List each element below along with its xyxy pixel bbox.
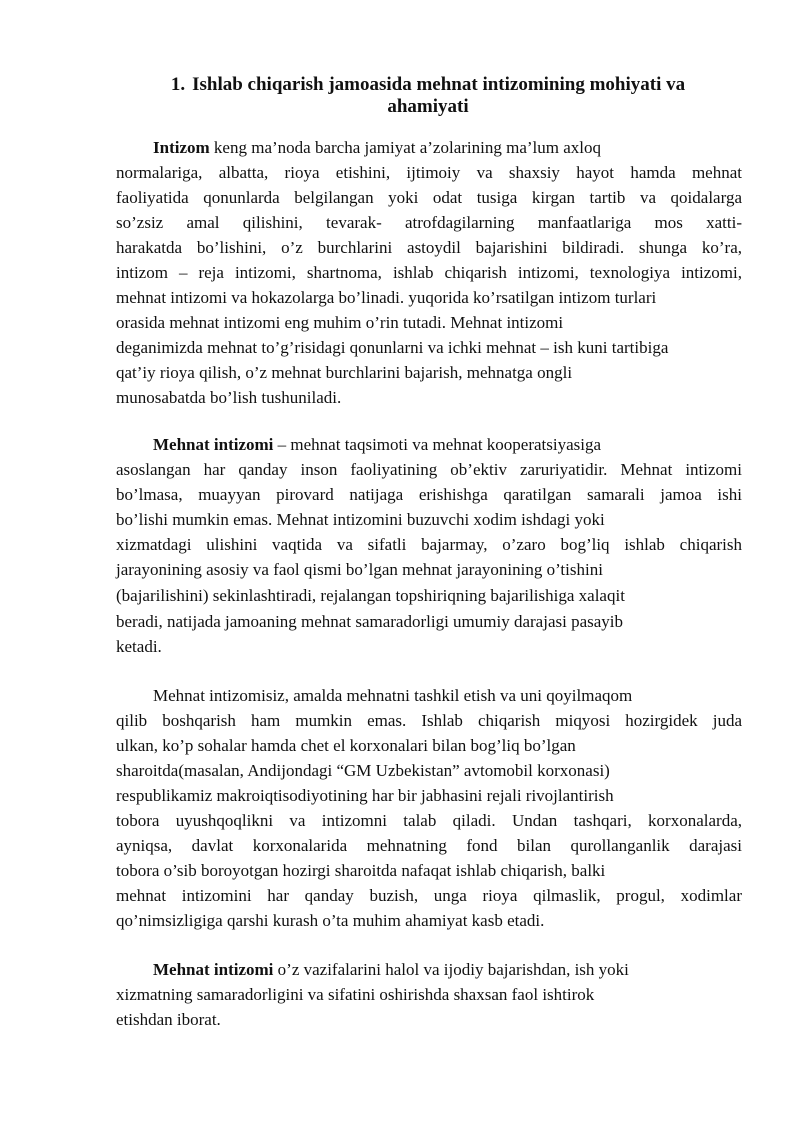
text-line: faoliyatida qonunlarda belgilangan yoki odat tusiga kirgan tartib va qoidalarga bbox=[116, 188, 742, 207]
text-line: bo’lmasa, muayyan pirovard natijaga erishishga qaratilgan samarali jamoa ishi bbox=[116, 485, 742, 504]
text-line: orasida mehnat intizomi eng muhim o’rin tutadi. Mehnat intizomi bbox=[116, 313, 564, 332]
text-line: qat’iy rioya qilish, o’z mehnat burchlarini bajarish, mehnatga ongli bbox=[116, 363, 573, 382]
text-line: tobora uyushqoqlikni va intizomni talab qiladi. Undan tashqari, korxonalarda, bbox=[116, 811, 742, 830]
text-line: deganimizda mehnat to’g’risidagi qonunlarni va ichki mehnat – ish kuni tartibiga bbox=[116, 338, 669, 357]
text-line: jarayonining asosiy va faol qismi bo’lgan mehnat jarayonining o’tishini bbox=[116, 560, 603, 579]
text-line: (bajarilishini) sekinlashtiradi, rejalangan topshiriqning bajarilishiga xalaqit bbox=[116, 586, 625, 605]
text-line: mehnat intizomi va hokazolarga bo’linadi. yuqorida ko’rsatilgan intizom turlari bbox=[116, 288, 657, 307]
bold-term: Mehnat intizomi bbox=[153, 960, 274, 979]
text-line: qo’nimsizligiga qarshi kurash o’ta muhim ahamiyat kasb etadi. bbox=[116, 911, 545, 930]
bold-term: Mehnat intizomi bbox=[153, 435, 274, 454]
text-line: qilib boshqarish ham mumkin emas. Ishlab chiqarish miqyosi hozirgidek juda bbox=[116, 711, 742, 730]
text-line: Intizom keng ma’noda barcha jamiyat a’zolarining ma’lum axloq bbox=[153, 138, 601, 157]
text-line: xizmatning samaradorligini va sifatini oshirishda shaxsan faol ishtirok bbox=[116, 985, 595, 1004]
text-line: munosabatda bo’lish tushuniladi. bbox=[116, 388, 342, 407]
bold-term: Intizom bbox=[153, 138, 210, 157]
text-line: tobora o’sib boroyotgan hozirgi sharoitda nafaqat ishlab chiqarish, balki bbox=[116, 861, 606, 880]
text-line: ulkan, ko’p sohalar hamda chet el korxonalari bilan bog’liq bo’lgan bbox=[116, 736, 576, 755]
text-line: mehnat intizomini har qanday buzish, unga rioya qilmaslik, progul, xodimlar bbox=[116, 886, 742, 905]
text-line: Mehnat intizomi o’z vazifalarini halol va ijodiy bajarishdan, ish yoki bbox=[153, 960, 629, 979]
heading-number: 1. bbox=[170, 74, 186, 95]
text-line: respublikamiz makroiqtisodiyotining har bir jabhasini rejali rivojlantirish bbox=[116, 786, 614, 805]
text-line: sharoitda(masalan, Andijondagi “GM Uzbekistan” avtomobil korxonasi) bbox=[116, 761, 610, 780]
text-line: intizom – reja intizomi, shartnoma, ishlab chiqarish intizomi, texnologiya intizomi, bbox=[116, 263, 742, 282]
text-line: bo’lishi mumkin emas. Mehnat intizomini buzuvchi xodim ishdagi yoki bbox=[116, 510, 605, 529]
text-line: Mehnat intizomi – mehnat taqsimoti va mehnat kooperatsiyasiga bbox=[153, 435, 602, 454]
heading-text-line-1: Ishlab chiqarish jamoasida mehnat intizomining mohiyati va bbox=[192, 74, 686, 95]
text-line: asoslangan har qanday inson faoliyatining ob’ektiv zaruriyatidir. Mehnat intizomi bbox=[116, 460, 742, 479]
text-line: xizmatdagi ulishini vaqtida va sifatli bajarmay, o’zaro bog’liq ishlab chiqarish bbox=[116, 535, 742, 554]
text-line: harakatda bo’lishini, o’z burchlarini astoydil bajarishini bildiradi. shunga ko’ra, bbox=[116, 238, 742, 257]
section-heading bbox=[120, 74, 736, 118]
text-line: ayniqsa, davlat korxonalarida mehnatning fond bilan qurollanganlik darajasi bbox=[116, 836, 742, 855]
text-line: ketadi. bbox=[116, 637, 162, 656]
text-line: beradi, natijada jamoaning mehnat samaradorligi umumiy darajasi pasayib bbox=[116, 612, 624, 631]
heading-line-2: ahamiyati bbox=[387, 96, 469, 117]
text-line: Mehnat intizomisiz, amalda mehnatni tashkil etish va uni qoyilmaqom bbox=[153, 686, 633, 705]
heading-line-1 bbox=[120, 74, 736, 96]
text-line: etishdan iborat. bbox=[116, 1010, 221, 1029]
text-line: so’zsiz amal qilishini, tevarak- atrofdagilarning manfaatlariga mos xatti- bbox=[116, 213, 742, 232]
text-line: normalariga, albatta, rioya etishini, ijtimoiy va shaxsiy hayot hamda mehnat bbox=[116, 163, 742, 182]
